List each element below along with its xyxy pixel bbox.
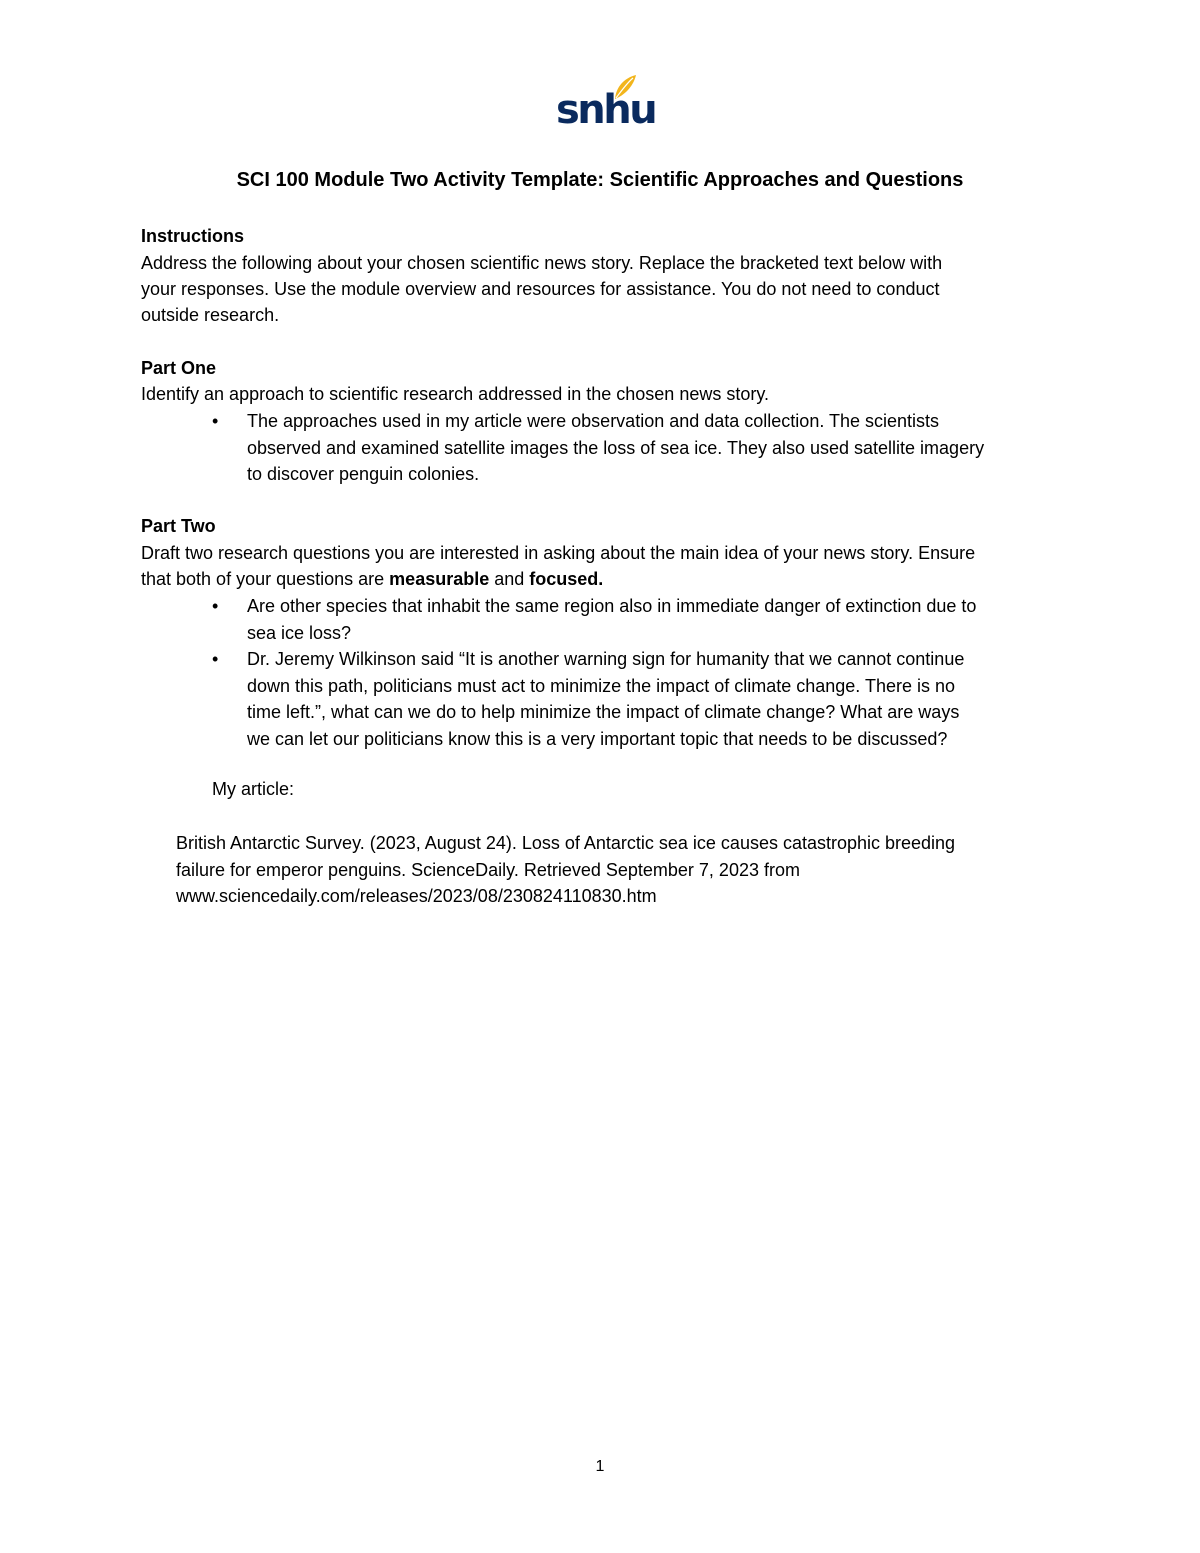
part-one-bullet-list	[141, 408, 1071, 488]
citation-url: www.sciencedaily.com/releases/2023/08/230824110830.htm	[176, 886, 657, 906]
part-one-prompt: Identify an approach to scientific research addressed in the chosen news story.	[141, 384, 770, 404]
prompt-text: and	[489, 569, 530, 589]
instructions-line-3: outside research.	[141, 305, 280, 325]
prompt-bold-focused: focused	[529, 569, 599, 589]
article-label: My article:	[212, 779, 295, 799]
bullet-line: Are other species that inhabit the same region also in immediate danger of extinction due to	[247, 596, 977, 616]
bullet-icon: •	[212, 411, 219, 431]
article-citation	[176, 830, 1056, 910]
instructions-heading: Instructions	[141, 226, 245, 246]
document-title: SCI 100 Module Two Activity Template: Scientific Approaches and Questions	[236, 169, 964, 191]
bullet-line: time left.”, what can we do to help minimize the impact of climate change? What are ways	[247, 702, 960, 722]
instructions-line-1: Address the following about your chosen scientific news story. Replace the bracketed text below with	[141, 253, 943, 273]
logo-wordmark: snhu	[556, 87, 656, 133]
part-two-bullet-list	[141, 593, 1071, 752]
bullet-line: observed and examined satellite images the loss of sea ice. They also used satellite imagery	[247, 437, 985, 458]
bullet-line: we can let our politicians know this is a very important topic that needs to be discussed?	[247, 728, 948, 749]
bullet-icon: •	[212, 649, 219, 669]
bullet-line: down this path, politicians must act to minimize the impact of climate change. There is no	[247, 675, 956, 696]
part-one-heading: Part One	[141, 358, 217, 378]
bullet-line: The approaches used in my article were observation and data collection. The scientists	[247, 411, 940, 431]
page-number: 1	[595, 1458, 605, 1475]
part-two-prompt-line-1: Draft two research questions you are interested in asking about the main idea of your news story. Ensure	[141, 543, 976, 563]
bullet-line: sea ice loss?	[247, 622, 352, 643]
part-two-heading: Part Two	[141, 516, 216, 536]
leaf-icon	[612, 72, 638, 102]
snhu-logo	[554, 72, 656, 134]
prompt-text: .	[598, 569, 604, 589]
prompt-text: that both of your questions are	[141, 569, 390, 589]
list-item	[141, 593, 1071, 646]
citation-line: British Antarctic Survey. (2023, August 24). Loss of Antarctic sea ice causes catastrophic breeding	[176, 833, 956, 853]
citation-line: failure for emperor penguins. ScienceDaily. Retrieved September 7, 2023 from	[176, 859, 800, 880]
bullet-line: Dr. Jeremy Wilkinson said “It is another warning sign for humanity that we cannot continue	[247, 649, 965, 669]
bullet-line: to discover penguin colonies.	[247, 464, 480, 484]
list-item	[141, 646, 1071, 752]
part-two-prompt-line-2	[141, 566, 1071, 593]
instructions-line-2: your responses. Use the module overview and resources for assistance. You do not need to conduct	[141, 279, 940, 299]
list-item	[141, 408, 1071, 488]
prompt-bold-measurable: measurable	[389, 569, 490, 589]
bullet-icon: •	[212, 596, 219, 616]
